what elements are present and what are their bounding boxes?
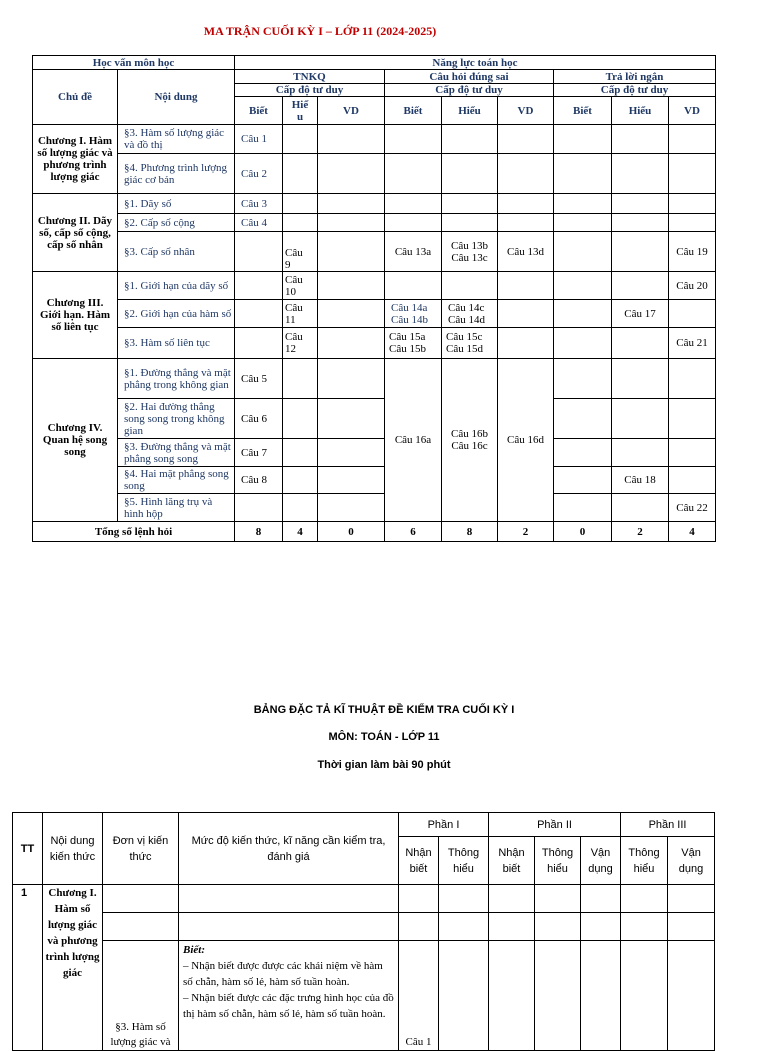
cell: Câu 8 bbox=[235, 467, 283, 494]
spec-unit: §3. Hàm số lượng giác và bbox=[103, 941, 179, 1051]
content-row: §1. Giới hạn của dãy số bbox=[118, 272, 235, 300]
total-value: 4 bbox=[283, 522, 318, 542]
cell: Câu 14a Câu 14b bbox=[385, 300, 442, 328]
cell: Câu 10 bbox=[283, 272, 318, 300]
cell: Câu 16b Câu 16c bbox=[442, 359, 498, 522]
spec-header-muc-do: Mức độ kiến thức, kĩ năng cần kiểm tra, đánh giá bbox=[179, 813, 399, 885]
spec-header-nhan-biet-2: Nhận biết bbox=[489, 837, 535, 885]
content-row: §1. Đường thẳng và mặt phẳng trong không gian bbox=[118, 359, 235, 399]
cell: Câu 11 bbox=[283, 300, 318, 328]
content-row: §5. Hình lăng trụ và hình hộp bbox=[118, 494, 235, 522]
cell: Câu 15a Câu 15b bbox=[385, 328, 442, 359]
spec-cell: Câu 1 bbox=[399, 941, 439, 1051]
cell: Câu 14c Câu 14d bbox=[442, 300, 498, 328]
content-row: §1. Dãy số bbox=[118, 194, 235, 214]
total-value: 4 bbox=[669, 522, 716, 542]
header-cap-do-1: Cấp độ tư duy bbox=[235, 84, 385, 97]
cell: Câu 12 bbox=[283, 328, 318, 359]
spec-header-tt: TT bbox=[13, 813, 43, 885]
cell: Câu 18 bbox=[612, 467, 669, 494]
spec-header-thong-hieu-3: Thông hiểu bbox=[621, 837, 668, 885]
spec-row-number: 1 bbox=[13, 885, 43, 1051]
spec-header-noi-dung: Nội dung kiến thức bbox=[43, 813, 103, 885]
spec-header-thong-hieu-1: Thông hiểu bbox=[439, 837, 489, 885]
cell: Câu 13b Câu 13c bbox=[442, 232, 498, 272]
cell: Câu 22 bbox=[669, 494, 716, 522]
cell: Câu 15c Câu 15d bbox=[442, 328, 498, 359]
spec-desc-line: – Nhận biết được được các khái niệm về hàm số chẵn, hàm số lẻ, hàm số tuần hoàn. bbox=[183, 960, 383, 988]
header-dung-sai: Câu hỏi đúng sai bbox=[385, 70, 554, 84]
cell: Câu 9 bbox=[283, 232, 318, 272]
cell: Câu 3 bbox=[235, 194, 283, 214]
content-row: §4. Hai mặt phẳng song song bbox=[118, 467, 235, 494]
total-value: 2 bbox=[612, 522, 669, 542]
header-biet-2: Biết bbox=[385, 97, 442, 125]
total-value: 6 bbox=[385, 522, 442, 542]
total-value: 0 bbox=[318, 522, 385, 542]
content-row: §4. Phương trình lượng giác cơ bản bbox=[118, 154, 235, 194]
cell: Câu 19 bbox=[669, 232, 716, 272]
matrix-title: MA TRẬN CUỐI KỲ I – LỚP 11 (2024-2025) bbox=[203, 24, 437, 38]
header-vd-3: VD bbox=[669, 97, 716, 125]
spec-desc-line: – Nhận biết được các đặc trưng hình học của đồ thị hàm số chẵn, hàm số lẻ, hàm số tuần hoàn. bbox=[183, 992, 394, 1020]
header-biet-1: Biết bbox=[235, 97, 283, 125]
total-value: 8 bbox=[235, 522, 283, 542]
cell: Câu 16d bbox=[498, 359, 554, 522]
cell: Câu 16a bbox=[385, 359, 442, 522]
chapter-3: Chương III. Giới hạn. Hàm số liên tục bbox=[33, 272, 118, 359]
spec-header-van-dung-2: Vận dụng bbox=[581, 837, 621, 885]
spec-table bbox=[12, 812, 715, 1051]
content-row: §2. Cấp số cộng bbox=[118, 214, 235, 232]
cell: Câu 1 bbox=[235, 125, 283, 154]
spec-header-thong-hieu-2: Thông hiểu bbox=[535, 837, 581, 885]
header-hieu-3: Hiểu bbox=[612, 97, 669, 125]
cell: Câu 13a bbox=[385, 232, 442, 272]
cell: Câu 5 bbox=[235, 359, 283, 399]
chapter-4: Chương IV. Quan hệ song song bbox=[33, 359, 118, 522]
content-row: §3. Hàm số lượng giác và đồ thị bbox=[118, 125, 235, 154]
cell: Câu 13d bbox=[498, 232, 554, 272]
header-vd-1: VD bbox=[318, 97, 385, 125]
cell: Câu 21 bbox=[669, 328, 716, 359]
spec-header-phan-3: Phần III bbox=[621, 813, 715, 837]
content-row: §3. Hàm số liên tục bbox=[118, 328, 235, 359]
header-hoc-van: Học vấn môn học bbox=[33, 56, 235, 70]
header-hieu-2: Hiểu bbox=[442, 97, 498, 125]
header-cap-do-3: Cấp độ tư duy bbox=[554, 84, 716, 97]
cell: Câu 2 bbox=[235, 154, 283, 194]
header-tra-loi-ngan: Trả lời ngắn bbox=[554, 70, 716, 84]
chapter-2: Chương II. Dãy số, cấp số cộng, cấp số nhân bbox=[33, 194, 118, 272]
header-nang-luc: Năng lực toán học bbox=[235, 56, 716, 70]
spec-header-don-vi: Đơn vị kiến thức bbox=[103, 813, 179, 885]
total-value: 0 bbox=[554, 522, 612, 542]
cell: Câu 6 bbox=[235, 399, 283, 439]
cell: Câu 7 bbox=[235, 439, 283, 467]
content-row: §2. Giới hạn của hàm số bbox=[118, 300, 235, 328]
header-cap-do-2: Cấp độ tư duy bbox=[385, 84, 554, 97]
matrix-table bbox=[32, 55, 716, 542]
spec-description bbox=[179, 941, 399, 1051]
chapter-1: Chương I. Hàm số lượng giác và phương trình lượng giác bbox=[33, 125, 118, 194]
spec-header-phan-1: Phần I bbox=[399, 813, 489, 837]
header-chu-de: Chủ đề bbox=[33, 70, 118, 125]
spec-header-nhan-biet-1: Nhận biết bbox=[399, 837, 439, 885]
cell: Câu 20 bbox=[669, 272, 716, 300]
content-row: §3. Đường thẳng và mặt phẳng song song bbox=[118, 439, 235, 467]
spec-biet-label: Biết: bbox=[183, 944, 205, 956]
total-label: Tổng số lệnh hỏi bbox=[33, 522, 235, 542]
spec-chapter-1: Chương I. Hàm số lượng giác và phương trình lượng giác bbox=[43, 885, 103, 1051]
spec-subject: MÔN: TOÁN - LỚP 11 bbox=[328, 731, 440, 743]
total-value: 2 bbox=[498, 522, 554, 542]
header-noi-dung: Nội dung bbox=[118, 70, 235, 125]
spec-time: Thời gian làm bài 90 phút bbox=[317, 759, 451, 771]
total-value: 8 bbox=[442, 522, 498, 542]
cell: Câu 4 bbox=[235, 214, 283, 232]
header-tnkq: TNKQ bbox=[235, 70, 385, 84]
spec-header-phan-2: Phần II bbox=[489, 813, 621, 837]
cell: Câu 17 bbox=[612, 300, 669, 328]
spec-header-van-dung-3: Vận dụng bbox=[668, 837, 715, 885]
content-row: §2. Hai đường thẳng song song trong không gian bbox=[118, 399, 235, 439]
content-row: §3. Cấp số nhân bbox=[118, 232, 235, 272]
spec-title: BẢNG ĐẶC TẢ KĨ THUẬT ĐỀ KIỂM TRA CUỐI KỲ I bbox=[253, 704, 515, 716]
header-hieu-1: Hiể u bbox=[283, 97, 318, 125]
header-vd-2: VD bbox=[498, 97, 554, 125]
header-biet-3: Biết bbox=[554, 97, 612, 125]
